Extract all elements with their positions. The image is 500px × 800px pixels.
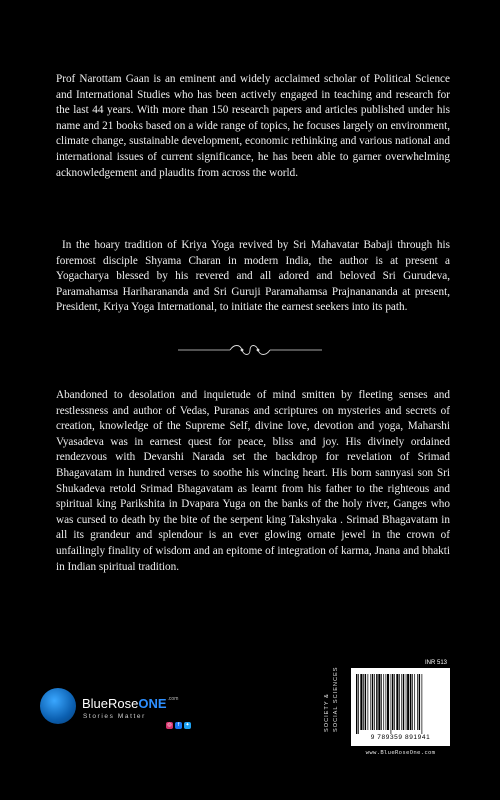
barcode-bar: [410, 674, 411, 730]
barcode-bar: [394, 674, 395, 730]
genre-label: SOCIETY & SOCIAL SCIENCES: [324, 666, 339, 732]
barcode-bar: [360, 674, 362, 730]
book-synopsis-paragraph: Abandoned to desolation and inquietude of mind smitten by fleeting senses and restlessness and author of Vedas, Puranas and scriptures on mysteries and secrets of creation, knowledge of the Supreme Self, divine love, devotion and yoga, Maharshi Vyasadeva was in earnest quest for peace, bliss and joy. His divinely ordained rendezvous with Devarshi Narada set the backdrop for revelation of Srimad Bhagavatam in hundred verses to soothe his wincing heart. His born sannyasi son Sri Shukadeva retold Srimad Bhagavatam as learnt from his father to the righteous and spiritual king Parikshita in Dvapara Yuga on the banks of the holy river, Ganges who was cursed to death by the bite of the serpent king Takshyaka . Srimad Bhagavatam in all its grandeur and splendour is an ever glowing ornate jewel in the crown of unfailingly finality of wisdom and an epitome of integration of karma, Jnana and bhakti in Indian spiritual tradition.: [56, 389, 450, 573]
barcode-bar: [358, 674, 359, 734]
barcode-bar: [419, 674, 420, 730]
bluerose-logo-icon: [40, 688, 76, 724]
barcode-bar: [406, 674, 407, 730]
divider-ornament: [178, 342, 322, 358]
barcode-bar: [403, 674, 404, 730]
barcode-bar: [374, 674, 375, 730]
price-label: INR 513: [425, 660, 448, 666]
barcode-bar: [391, 674, 392, 734]
barcode-bar: [414, 674, 415, 730]
facebook-icon: f: [175, 722, 182, 729]
barcode-bar: [370, 674, 371, 730]
barcode-bars: [355, 674, 446, 734]
publisher-tagline: Stories Matter: [83, 713, 146, 720]
barcode-bar: [401, 674, 402, 730]
barcode-bar: [422, 674, 423, 734]
publisher-name: BlueRoseONE$^{.com}$: [82, 696, 179, 711]
author-bio-paragraph-1: Prof Narottam Gaan is an eminent and widely acclaimed scholar of Political Science and International Studies who has been actively engaged in teaching and research for the last 44 years. With more than 150 research papers and articles published under his name and 21 books based on a wide range of topics, he focuses largely on environment, climate change, sustainable development, economic rethinking and various national and international issues of current significance, he has been able to garner overwhelming acknowledgement and plaudits from across the world.: [56, 73, 450, 179]
isbn-number: 9 789359 891941: [370, 734, 431, 741]
barcode-bar: [376, 674, 377, 730]
barcode-bar: [372, 674, 373, 730]
barcode-bar: [392, 674, 393, 730]
social-icons: [166, 722, 191, 729]
author-bio-paragraph-2: In the hoary tradition of Kriya Yoga revived by Sri Mahavatar Babaji through his foremost disciple Shyama Charan in modern India, the author is at present a Yogacharya blessed by his revered and all adored and beloved Sri Gurudeva, Paramahamsa Hariharananda and Sri Guruji Paramahamsa Prajnanananda at present, President, Kriya Yoga International, to initiate the earnest seekers into its path.: [56, 239, 450, 314]
barcode-bar: [378, 674, 380, 730]
barcode-bar: [417, 674, 418, 730]
barcode-bar: [386, 674, 387, 730]
barcode-bar: [356, 674, 357, 734]
barcode-bar: [365, 674, 366, 730]
barcode-bar: [368, 674, 369, 730]
barcode-bar: [412, 674, 413, 730]
publisher-website: www.BlueRoseOne.com: [365, 750, 436, 756]
barcode-bar: [399, 674, 400, 730]
barcode-bar: [407, 674, 409, 730]
barcode-bar: [396, 674, 398, 730]
twitter-icon: ✦: [185, 722, 190, 728]
barcode-bar: [381, 674, 382, 730]
isbn-barcode: [351, 668, 450, 746]
barcode-bar: [363, 674, 364, 730]
barcode-bar: [387, 674, 389, 730]
instagram-icon: ◎: [167, 722, 172, 728]
barcode-bar: [383, 674, 384, 730]
